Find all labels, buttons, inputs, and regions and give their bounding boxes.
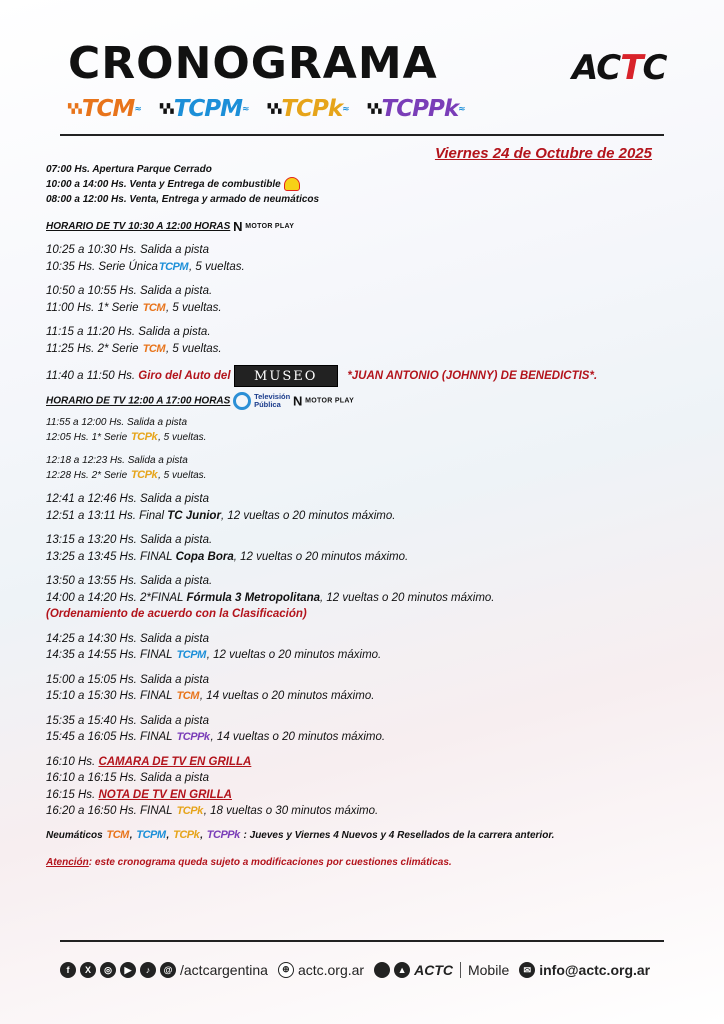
facebook-icon[interactable]: f [60,962,76,978]
tvp-icon [233,392,251,410]
tcpk-logo: ▚▚TCPk≈ [267,96,350,122]
category-logos [68,96,466,122]
schedule-item: 10:35 Hs. Serie ÚnicaTCPM, 5 vueltas. [46,259,666,276]
motorplay-logo: MOTOR PLAY [245,223,295,230]
schedule-item: 15:00 a 15:05 Hs. Salida a pista [46,673,210,686]
motorplay-icon: N [293,393,303,409]
motorplay-icon: N [233,219,243,234]
header-divider [60,134,664,136]
schedule-item: 16:10 a 16:15 Hs. Salida a pista [46,772,210,785]
page-title: CRONOGRAMA [68,38,438,89]
schedule-item: 15:45 a 16:05 Hs. FINAL TCPPk, 14 vueltas o 20 minutos máximo. [46,729,666,746]
tcpk-logo: TCPk [176,805,203,818]
schedule-item: 13:50 a 13:55 Hs. Salida a pista. [46,575,213,588]
apple-icon[interactable] [374,962,390,978]
tcppk-logo: ▚▚TCPPk≈ [367,96,466,122]
schedule-content [46,162,666,870]
schedule-item: 15:10 a 15:30 Hs. FINAL TCM, 14 vueltas o 20 minutos máximo. [46,688,666,705]
actc-logo: ACTC [572,48,667,88]
motorplay-logo: MOTOR PLAY [305,397,355,405]
email-icon: ✉ [519,962,535,978]
shell-icon [284,177,300,191]
tcpk-logo: TCPk [173,828,200,841]
schedule-item-giro: 11:40 a 11:50 Hs. Giro del Auto del MUSEO *JUAN ANTONIO (JOHNNY) DE BENEDICTIS*. [46,365,666,387]
schedule-item: 13:25 a 13:45 Hs. FINAL Copa Bora, 12 vueltas o 20 minutos máximo. [46,550,409,563]
youtube-icon[interactable]: ▶ [120,962,136,978]
schedule-item: 12:05 Hs. 1* Serie TCPk, 5 vueltas. [46,431,207,444]
schedule-item: 16:10 Hs. CAMARA DE TV EN GRILLA [46,755,252,768]
tcm-logo: TCM [142,301,166,314]
schedule-note: (Ordenamiento de acuerdo con la Clasificación) [46,608,307,621]
tcpm-logo: ▚▚TCPM≈ [159,96,250,122]
schedule-item: 15:35 a 15:40 Hs. Salida a pista [46,714,210,727]
footer [60,962,670,978]
android-icon[interactable]: ▲ [394,962,410,978]
schedule-item: 10:25 a 10:30 Hs. Salida a pista [46,244,210,257]
schedule-item: 10:50 a 10:55 Hs. Salida a pista. [46,285,213,298]
attention-note: Atención: este cronograma queda sujeto a modificaciones por cuestiones climáticas. [46,856,452,868]
intro-line: 08:00 a 12:00 Hs. Venta, Entrega y armado de neumáticos [46,194,320,205]
schedule-item: 16:15 Hs. NOTA DE TV EN GRILLA [46,788,232,801]
website-link[interactable]: actc.org.ar [297,962,365,978]
intro-line: 10:00 a 14:00 Hs. Venta y Entrega de combustible [46,177,666,192]
schedule-item: 11:00 Hs. 1* Serie TCM, 5 vueltas. [46,300,666,317]
tcm-logo: ▚▚TCM≈ [68,96,142,122]
tv-schedule-heading-1: HORARIO DE TV 10:30 A 12:00 HORAS N MOTOR PLAY [46,219,295,234]
tcppk-logo: TCPPk [176,731,210,744]
schedule-item: 12:28 Hs. 2* Serie TCPk, 5 vueltas. [46,469,207,482]
tcm-logo: TCM [176,690,199,703]
threads-icon[interactable]: @ [160,962,176,978]
tiktok-icon[interactable]: ♪ [140,962,156,978]
actc-mobile-logo: ACTC [414,962,453,978]
footer-divider [60,940,664,942]
tcm-logo: TCM [142,342,166,355]
footer-separator [460,962,461,978]
tcpm-logo: TCPM [158,260,189,273]
tv-schedule-heading-2: HORARIO DE TV 12:00 A 17:00 HORAS Televisión Pública N MOTOR PLAY [46,392,355,410]
schedule-item: 12:18 a 12:23 Hs. Salida a pista [46,455,188,467]
tcpm-logo: TCPM [136,828,166,841]
schedule-item: 11:25 Hs. 2* Serie TCM, 5 vueltas. [46,341,666,358]
tcm-logo: TCM [106,828,129,841]
tcpk-logo: TCPk [130,469,158,482]
mobile-label: Mobile [467,962,510,978]
television-publica-logo: Televisión Pública [233,392,290,410]
tcpk-logo: TCPk [130,431,158,444]
intro-line: 07:00 Hs. Apertura Parque Cerrado [46,164,212,175]
schedule-item: 12:41 a 12:46 Hs. Salida a pista [46,493,210,506]
event-date: Viernes 24 de Octubre de 2025 [434,145,652,162]
schedule-item: 11:55 a 12:00 Hs. Salida a pista [46,417,188,429]
schedule-item: 16:20 a 16:50 Hs. FINAL TCPk, 18 vueltas o 30 minutos máximo. [46,803,666,820]
social-handle[interactable]: /actcargentina [180,962,268,978]
instagram-icon[interactable]: ◎ [100,962,116,978]
schedule-item: 13:15 a 13:20 Hs. Salida a pista. [46,534,213,547]
schedule-item: 14:35 a 14:55 Hs. FINAL TCPM, 12 vueltas o 20 minutos máximo. [46,647,666,664]
x-icon[interactable]: X [80,962,96,978]
schedule-item: 14:25 a 14:30 Hs. Salida a pista [46,632,210,645]
tires-info: Neumáticos TCM, TCPM, TCPk, TCPPk : Jueves y Viernes 4 Nuevos y 4 Resellados de la carrera anterior. [46,828,555,841]
museo-logo: MUSEO [234,365,338,387]
globe-icon: ⊕ [278,962,294,978]
schedule-item: 11:15 a 11:20 Hs. Salida a pista. [46,326,211,339]
email-link[interactable]: info@actc.org.ar [539,962,651,978]
tcppk-logo: TCPPk [206,828,240,841]
schedule-item: 14:00 a 14:20 Hs. 2*FINAL Fórmula 3 Metropolitana, 12 vueltas o 20 minutos máximo. [46,591,495,604]
tcpm-logo: TCPM [176,649,206,662]
schedule-item: 12:51 a 13:11 Hs. Final TC Junior, 12 vueltas o 20 minutos máximo. [46,509,396,522]
